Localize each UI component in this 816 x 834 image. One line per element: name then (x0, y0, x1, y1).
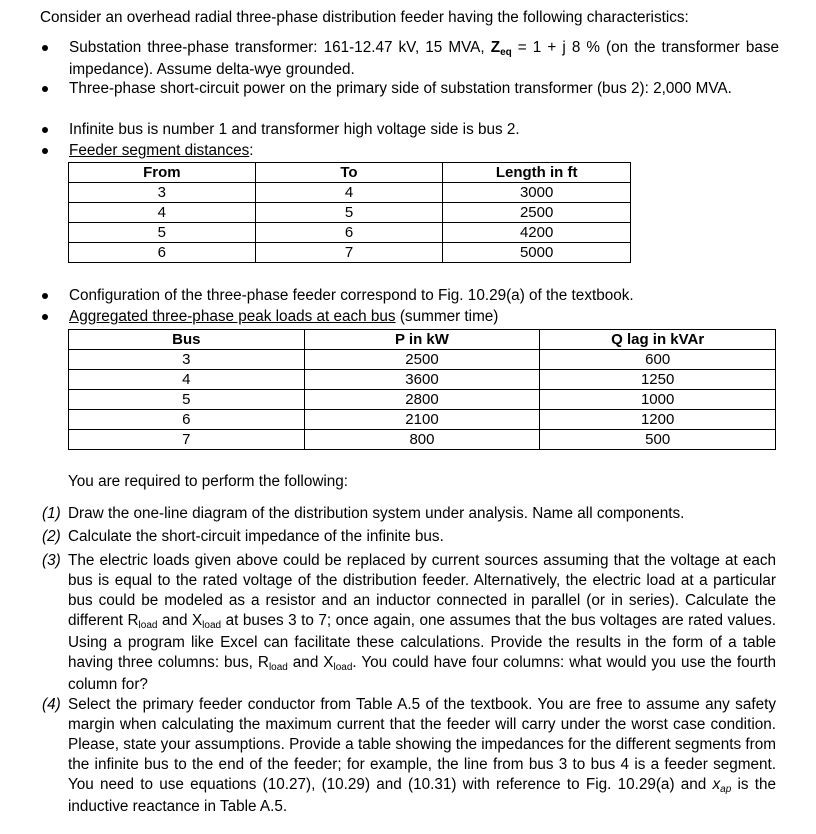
table-cell: 2500 (443, 203, 631, 223)
table-cell: 5 (69, 223, 256, 243)
table-cell: 7 (255, 243, 443, 263)
task-number: (3) (42, 552, 61, 569)
table-cell: 1200 (540, 410, 776, 430)
task-3 (42, 551, 776, 695)
table-cell: 800 (304, 430, 540, 450)
table-cell: 500 (540, 430, 776, 450)
table-row (69, 410, 776, 430)
table-cell: 4 (255, 183, 443, 203)
column-header: From (69, 163, 256, 183)
task-4 (42, 695, 776, 817)
table-row (69, 430, 776, 450)
bullet-text: Substation three-phase transformer: 161-12.47 kV, 15 MVA, Zeq = 1 + j 8 % (on the transformer base impedance). Assume delta-wye grounded. (69, 39, 779, 78)
table-row (69, 390, 776, 410)
table-row (69, 183, 631, 203)
table-row (69, 243, 631, 263)
table-cell: 6 (255, 223, 443, 243)
table-row (69, 370, 776, 390)
table-cell: 5000 (443, 243, 631, 263)
table-cell: 600 (540, 350, 776, 370)
required-heading: You are required to perform the following: (68, 473, 349, 490)
table-cell: 4 (69, 203, 256, 223)
task-number: (4) (42, 696, 61, 713)
column-header: Q lag in kVAr (540, 330, 776, 350)
table-row (69, 203, 631, 223)
bullet-dot (42, 127, 48, 133)
table-cell: 6 (69, 410, 305, 430)
table-cell: 6 (69, 243, 256, 263)
intro-text: Consider an overhead radial three-phase distribution feeder having the following characteristics: (40, 9, 689, 26)
bullet-text: Infinite bus is number 1 and transformer high voltage side is bus 2. (69, 121, 520, 138)
table-cell: 5 (255, 203, 443, 223)
bullet-dot (42, 45, 48, 51)
table-header-row (69, 163, 631, 183)
table-cell: 4200 (443, 223, 631, 243)
column-header: Length in ft (443, 163, 631, 183)
column-header: To (255, 163, 443, 183)
table-cell: 3000 (443, 183, 631, 203)
bullet-dot (42, 148, 48, 154)
table-cell: 2500 (304, 350, 540, 370)
task-number: (1) (42, 505, 61, 522)
bullet-dot (42, 293, 48, 299)
table-cell: 3 (69, 183, 256, 203)
task-number: (2) (42, 528, 61, 545)
table-cell: 1250 (540, 370, 776, 390)
table-cell: 7 (69, 430, 305, 450)
table-cell: 4 (69, 370, 305, 390)
bullet-text: Configuration of the three-phase feeder correspond to Fig. 10.29(a) of the textbook. (69, 287, 634, 304)
task-1 (42, 504, 776, 524)
table-cell: 1000 (540, 390, 776, 410)
table-cell: 3600 (304, 370, 540, 390)
bullet-dot (42, 86, 48, 92)
table-cell: 2800 (304, 390, 540, 410)
table-cell: 3 (69, 350, 305, 370)
table-cell: 2100 (304, 410, 540, 430)
table-row (69, 223, 631, 243)
task-text: Calculate the short-circuit impedance of the infinite bus. (68, 528, 444, 545)
table-row (69, 350, 776, 370)
bullet-text: Three-phase short-circuit power on the primary side of substation transformer (bus 2): 2,000 MVA. (69, 80, 732, 97)
bullet-text: Feeder segment distances: (69, 142, 254, 159)
bullet-dot (42, 314, 48, 320)
distances-table (68, 162, 631, 263)
table-cell: 5 (69, 390, 305, 410)
table-header-row (69, 330, 776, 350)
task-2 (42, 527, 776, 547)
task-text: Select the primary feeder conductor from Table A.5 of the textbook. You are free to assume any safety margin when calculating the maximum current that the feeder will carry under the worst case condition. Please, state your assumptions. Provide a table showing the impedances for the different segments from the infinite bus to the end of the feeder; for example, the line from bus 3 to bus 4 is a feeder segment. You need to use equations (10.27), (10.29) and (10.31) with reference to Fig. 10.29(a) and xap is the inductive reactance in Table A.5. (68, 696, 777, 815)
loads-table (68, 329, 776, 450)
task-text: The electric loads given above could be replaced by current sources assuming that the voltage at each bus is equal to the rated voltage of the distribution feeder. Alternatively, the electric load at a particular bus could be modeled as a resistor and an inductor connected in parallel (or in series). Calculate the different Rload and Xload at buses 3 to 7; once again, one assumes that the bus voltages are rated values. Using a program like Excel can facilitate these calculations. Provide the results in the form of a table having three columns: bus, Rload and Xload. You could have four columns: what would you use the fourth column for? (68, 552, 776, 693)
column-header: P in kW (304, 330, 540, 350)
bullet-text: Aggregated three-phase peak loads at each bus (summer time) (69, 308, 499, 325)
column-header: Bus (69, 330, 305, 350)
task-text: Draw the one-line diagram of the distribution system under analysis. Name all components. (68, 505, 685, 522)
